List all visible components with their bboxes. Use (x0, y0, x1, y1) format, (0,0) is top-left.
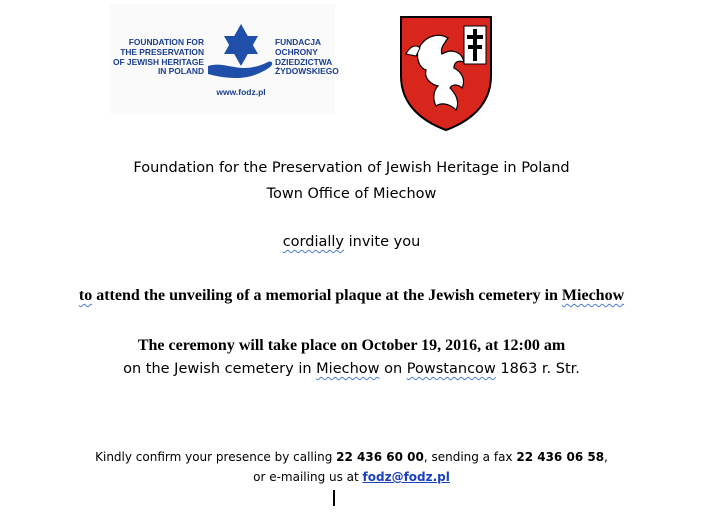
attend-line (0, 287, 703, 305)
ceremony-line: The ceremony will take place on October 19, 2016, at 12:00 am (137, 337, 566, 354)
logo-polish-text (275, 37, 339, 77)
location-line (0, 361, 703, 377)
rsvp-post: , (604, 450, 608, 464)
location-town: Miechow (316, 361, 380, 377)
rsvp-mid: , sending a fax (423, 450, 517, 464)
logo-pl-line: DZIEDZICTWA (275, 56, 333, 67)
miechow-crest-icon (398, 14, 494, 132)
location-pre: on the Jewish cemetery in (123, 361, 317, 377)
location-street: Powstancow (406, 361, 496, 377)
text-cursor (333, 490, 335, 506)
attend-place: Miechow (561, 287, 625, 304)
attend-text: attend the unveiling of a memorial plaque at the Jewish cemetery in (92, 287, 562, 304)
logo-pl-line: OCHRONY (275, 46, 318, 57)
logo-en-line: IN POLAND (157, 66, 204, 77)
logo-english-text (112, 38, 204, 77)
rsvp-pre: Kindly confirm your presence by calling (95, 450, 337, 464)
logo-en-line: OF JEWISH HERITAGE (112, 56, 204, 67)
invite-rest: invite you (344, 234, 421, 250)
attend-to: to (78, 287, 93, 304)
fodz-logo (110, 4, 339, 114)
location-post: 1863 r. Str. (495, 361, 580, 377)
email-link[interactable]: fodz@fodz.pl (362, 470, 450, 484)
logo-pl-line: FUNDACJA (275, 37, 322, 47)
rsvp-line-1 (0, 450, 703, 464)
rsvp-fax: 22 436 06 58 (516, 450, 605, 464)
logo-pl-line: ŻYDOWSKIEGO (275, 66, 339, 77)
logo-en-line: FOUNDATION FOR (128, 37, 204, 47)
rsvp-line-2 (0, 470, 703, 484)
logo-url: www.fodz.pl (216, 87, 266, 97)
location-mid: on (379, 361, 407, 377)
logo-en-line: THE PRESERVATION (120, 46, 204, 57)
rsvp-phone: 22 436 60 00 (336, 450, 424, 464)
host-organization: Foundation for the Preservation of Jewish Heritage in Poland (133, 160, 570, 176)
host-town-office: Town Office of Miechow (266, 186, 437, 202)
invite-line (0, 234, 703, 250)
invite-word: cordially (282, 234, 344, 250)
rsvp-email-pre: or e-mailing us at (253, 470, 363, 484)
star-hand-icon (206, 22, 276, 86)
